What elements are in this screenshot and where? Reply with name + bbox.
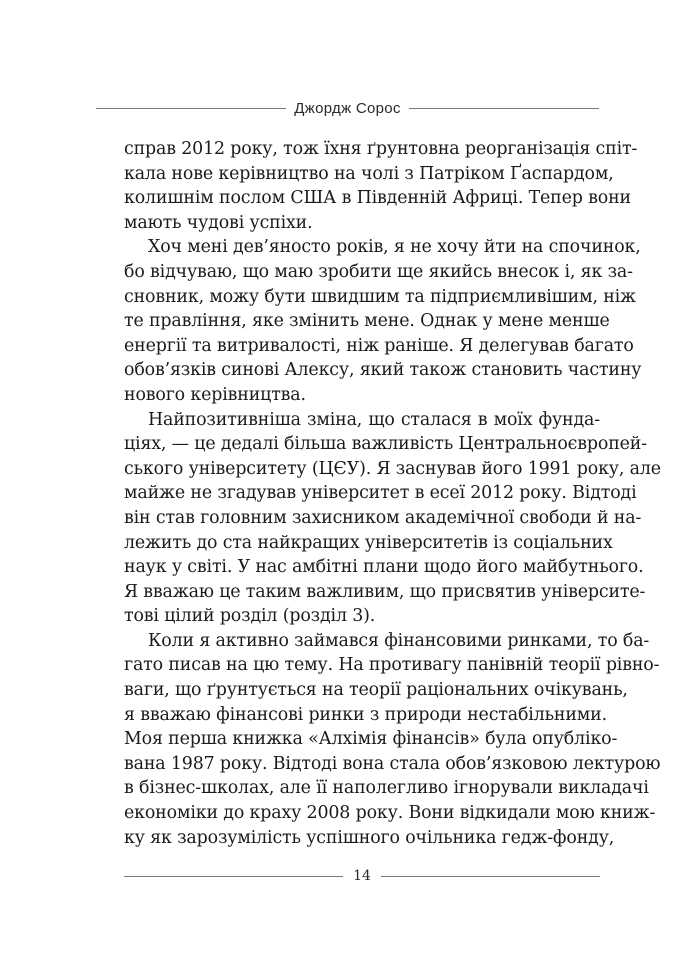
text-line: він став головним захисником академічної свободи й на- [124,507,642,528]
text-line: Моя перша книжка «Алхімія фінансів» була опубліко- [124,729,618,750]
text-line: Я вважаю це таким важливим, що присвятив університе- [124,581,646,602]
text-line: Коли я активно займався фінансовими ринками, то ба- [148,630,650,651]
footer-rule-right [381,876,600,877]
text-line: колишнім послом США в Південній Африці. Тепер вони [124,188,631,209]
text-line: кала нове керівництво на чолі з Патріком Ґаспардом, [124,163,614,184]
text-line: сновник, можу бути швидшим та підприємливішим, ніж [124,286,636,307]
text-line: мають чудові успіхи. [124,212,313,233]
text-line: ку як зарозумілість успішного очільника гедж-фонду, [124,827,615,848]
text-line: ціях, — це дедалі більша важливість Центральноєвропей- [124,434,647,455]
text-line: тові цілий розділ (розділ 3). [124,606,376,627]
text-line: справ 2012 року, тож їхня ґрунтовна реорганізація спіт- [124,139,638,159]
text-line: енергії та витривалості, ніж раніше. Я делегував багато [124,335,634,356]
text-line: майже не згадував університет в есеї 2012 року. Відтоді [124,483,637,504]
text-line: бо відчуваю, що маю зробити ще якийсь внесок і, як за- [124,261,633,282]
text-line: я вважаю фінансові ринки з природи нестабільними. [124,704,607,725]
text-line: те правління, яке змінить мене. Однак у мене менше [124,311,610,332]
text-line: вана 1987 року. Відтоді вона стала обов’язковою лектурою [124,753,661,774]
text-line: наук у світі. У нас амбітні плани щодо його майбутнього. [124,557,644,578]
text-line: економіки до краху 2008 року. Вони відкидали мою книж- [124,803,656,824]
running-title: Джордж Сорос [294,99,401,117]
text-line: лежить до ста найкращих університетів із соціальних [124,532,613,553]
page-footer [124,866,600,886]
text-line: обов’язків синові Алексу, який також становить частину [124,360,642,381]
text-line: Найпозитивніша зміна, що сталася в моїх фунда- [148,409,600,430]
running-head [96,98,599,118]
text-line: нового керівництва. [124,384,306,405]
text-line: ського університету (ЦЄУ). Я заснував його 1991 року, але [124,458,661,479]
body-text [124,137,661,850]
text-line: Хоч мені дев’яносто років, я не хочу йти на спочинок, [148,237,641,258]
page-number: 14 [353,868,371,884]
header-rule-right [409,108,599,109]
header-rule-left [96,108,286,109]
text-line: ваги, що ґрунтується на теорії раціональних очікувань, [124,680,628,701]
text-line: в бізнес-школах, але її наполегливо ігнорували викладачі [124,778,649,799]
footer-rule-left [124,876,343,877]
text-line: гато писав на цю тему. На противагу панівній теорії рівно- [124,655,660,676]
